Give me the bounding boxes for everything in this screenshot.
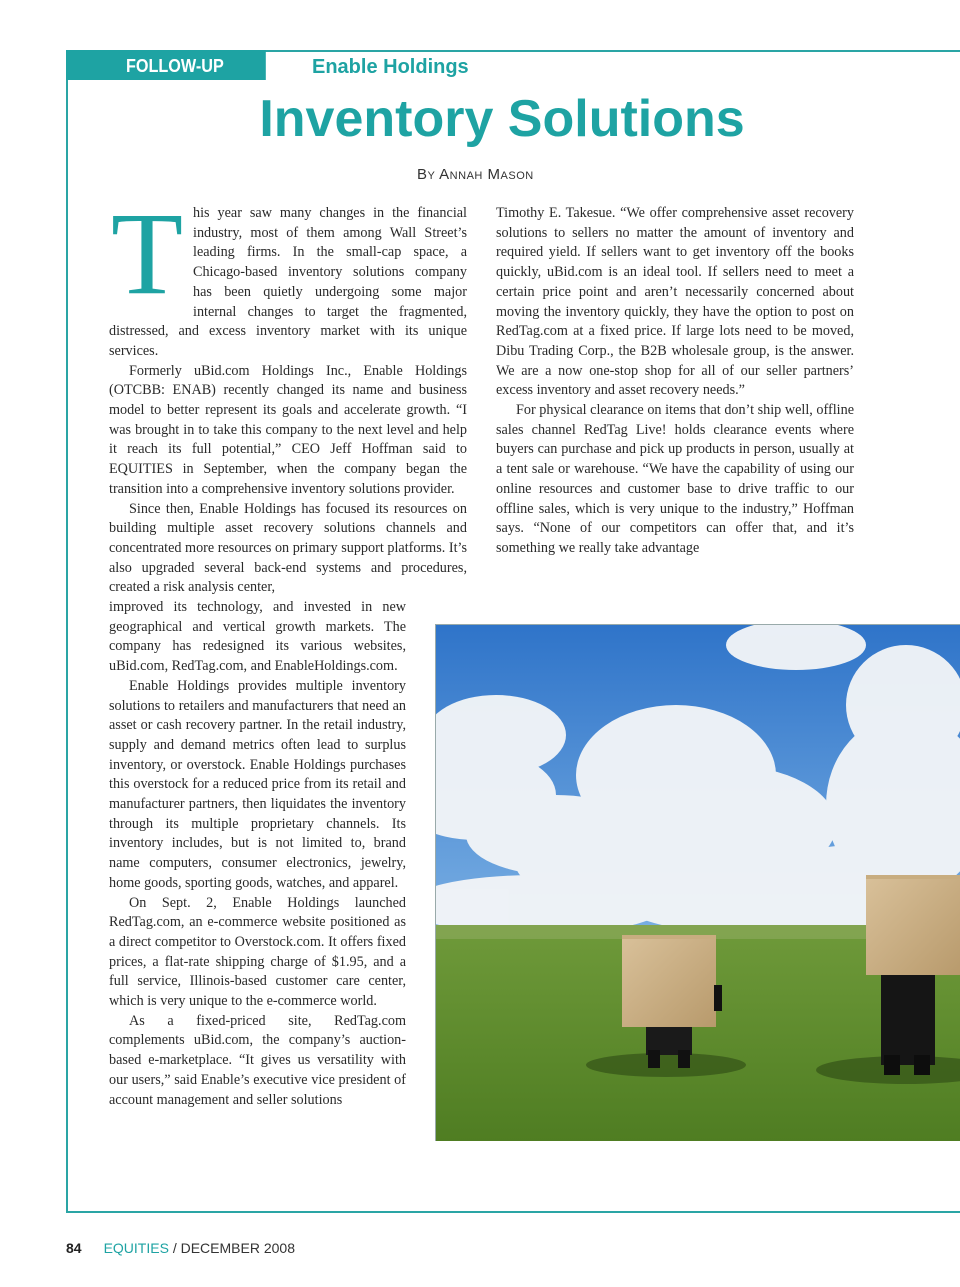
column-1-top	[109, 188, 467, 598]
publication-name: EQUITIES	[103, 1240, 169, 1256]
paragraph: Since then, Enable Holdings has focused its resources on building multiple asset recovery solutions channels and concentrated more resources on primary support platforms. It’s also upgraded several back-end systems and procedures, created a risk analysis center,	[109, 500, 467, 596]
article-photo	[435, 624, 960, 1141]
page-number: 84	[66, 1240, 82, 1256]
company-kicker: Enable Holdings	[312, 56, 469, 78]
section-tag-label: FOLLOW-UP	[126, 56, 224, 76]
issue-date: / DECEMBER 2008	[168, 1240, 295, 1256]
frame-bottom-rule	[66, 1211, 960, 1213]
paragraph: his year saw many changes in the financial industry, most of them among Wall Street’s leading firms. In the small-cap space, a Chicago-based inventory solutions company has been quietly undergoing some major internal changes to target the fragmented, distressed, and excess inventory market with its unique services.	[109, 205, 467, 359]
photo-people-with-boxes	[436, 625, 960, 1141]
frame-left-rule	[66, 50, 68, 1213]
page-footer	[66, 1240, 295, 1256]
paragraph: improved its technology, and invested in new geographical and vertical growth markets. The company has redesigned its various websites, uBid.com, RedTag.com, and EnableHoldings.com.	[109, 599, 406, 675]
article-headline: Inventory Solutions	[259, 90, 745, 148]
drop-cap: T	[110, 188, 184, 319]
paragraph: Formerly uBid.com Holdings Inc., Enable Holdings (OTCBB: ENAB) recently changed its name and business model to better represent its goals and accelerate growth. “I was brought in to take this company to the next level and help it reach its full potential,” CEO Jeff Hoffman said to EQUITIES in September, when the company began the transition into a comprehensive inventory solutions provider.	[109, 362, 467, 497]
paragraph: Timothy E. Takesue. “We offer comprehensive asset recovery solutions to sellers no matter the amount of inventory and required yield. If sellers want to get inventory off the books quickly, uBid.com is an ideal tool. If sellers need to meet a certain price point and aren’t necessarily concerned about moving the inventory quickly, they have the option to post on RedTag.com at a fixed price. If large lots need to be moved, Dibu Trading Corp., the B2B wholesale group, is the answer. We are a now one-stop shop for all of our seller partners’ excess inventory and asset recovery needs.”	[496, 205, 854, 399]
paragraph: On Sept. 2, Enable Holdings launched RedTag.com, an e-commerce website positioned as a direct competitor to Overstock.com. It offers fixed prices, a flat-rate shipping charge of $1.95, and a full service, Illinois-based customer care center, which is very unique to the e-commerce world.	[109, 894, 406, 1010]
byline: By Annah Mason	[417, 166, 534, 183]
paragraph: Enable Holdings provides multiple inventory solutions to retailers and manufacturers that need an asset or cash recovery partner. In the retail industry, supply and demand metrics often lead to surplus inventory, or overstock. Enable Holdings purchases this overstock for a reduced price from its retail and manufacturer partners, then liquidates the inventory through its multiple proprietary channels. Its inventory includes, but is not limited to, brand name computers, consumer electronics, jewelry, home goods, sporting goods, watches, and apparel.	[109, 677, 406, 891]
column-2	[496, 204, 854, 559]
paragraph: As a fixed-priced site, RedTag.com complements uBid.com, the company’s auction-based e-marketplace. “It gives us versatility with our users,” said Enable’s executive vice president of account management and seller solutions	[109, 1012, 406, 1108]
paragraph: For physical clearance on items that don’t ship well, offline sales channel RedTag Live! holds clearance events where buyers can purchase and pick up products in person, usually at a tent sale or warehouse. “We have the capability of using our online resources and customer base to drive traffic to our offline sales, which is very unique to the industry,” Hoffman says. “None of our competitors can offer that, and it’s something we really take advantage	[496, 402, 854, 556]
section-tag	[66, 50, 266, 80]
column-1-bottom	[109, 598, 406, 1110]
